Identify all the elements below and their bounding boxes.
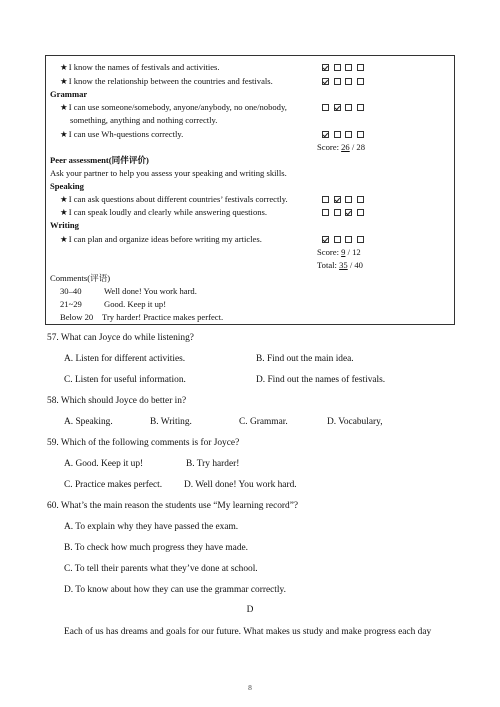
section-heading: Writing bbox=[50, 220, 79, 230]
checkbox-icon bbox=[357, 196, 364, 203]
checkbox-icon bbox=[345, 104, 352, 111]
question-59-option-a: A. Good. Keep it up! bbox=[64, 459, 144, 469]
checked-checkbox-icon bbox=[322, 131, 329, 138]
total-max: / 40 bbox=[349, 260, 363, 270]
question-58-option-a: A. Speaking. bbox=[64, 417, 113, 427]
learning-record-table bbox=[45, 55, 455, 325]
checkbox-icon bbox=[322, 196, 329, 203]
question-59-option-d: D. Well done! You work hard. bbox=[184, 480, 297, 490]
rating-checkboxes bbox=[322, 62, 368, 73]
question-58-option-c: C. Grammar. bbox=[239, 417, 288, 427]
checkbox-icon bbox=[357, 131, 364, 138]
checkbox-icon bbox=[345, 236, 352, 243]
checkbox-icon bbox=[334, 78, 341, 85]
score-total-line bbox=[317, 260, 363, 271]
checked-checkbox-icon bbox=[334, 196, 341, 203]
question-57-option-a: A. Listen for different activities. bbox=[64, 354, 186, 364]
page-number: 8 bbox=[248, 683, 252, 692]
score-total: / 12 bbox=[347, 247, 361, 257]
section-heading: Grammar bbox=[50, 89, 88, 99]
checkbox-icon bbox=[357, 209, 364, 216]
record-item: ★ I can speak loudly and clearly while answering questions. bbox=[60, 207, 267, 218]
checkbox-icon bbox=[334, 131, 341, 138]
checkbox-icon bbox=[345, 78, 352, 85]
record-item: ★ I can use Wh-questions correctly. bbox=[60, 129, 183, 140]
record-item-continued: something, anything and nothing correctly. bbox=[70, 115, 218, 125]
total-value: 35 bbox=[339, 260, 348, 270]
question-60-option-c: C. To tell their parents what they’ve done at school. bbox=[64, 564, 258, 574]
question-57-stem: 57. What can Joyce do while listening? bbox=[47, 333, 194, 343]
score-label: Score: bbox=[317, 247, 339, 257]
question-60-option-a: A. To explain why they have passed the exam. bbox=[64, 522, 239, 532]
score-label: Score: bbox=[317, 142, 339, 152]
checkbox-icon bbox=[345, 196, 352, 203]
record-item: ★ I can plan and organize ideas before writing my articles. bbox=[60, 234, 262, 245]
record-item: ★ I know the names of festivals and activities. bbox=[60, 62, 220, 73]
comment-range: 21~29 bbox=[60, 299, 82, 309]
checked-checkbox-icon bbox=[322, 64, 329, 71]
score-self bbox=[317, 142, 365, 153]
rating-checkboxes bbox=[322, 76, 368, 87]
checkbox-icon bbox=[334, 64, 341, 71]
record-item: ★ I can ask questions about different countries’ festivals correctly. bbox=[60, 194, 288, 205]
question-59-stem: 59. Which of the following comments is for Joyce? bbox=[47, 438, 240, 448]
score-value: 9 bbox=[341, 247, 346, 257]
checked-checkbox-icon bbox=[334, 104, 341, 111]
comment-text: Good. Keep it up! bbox=[104, 299, 167, 309]
rating-checkboxes bbox=[322, 234, 368, 245]
question-57-option-b: B. Find out the main idea. bbox=[256, 354, 354, 364]
comment-range: 30–40 bbox=[60, 286, 82, 296]
question-57-option-c: C. Listen for useful information. bbox=[64, 375, 186, 385]
score-total: / 28 bbox=[351, 142, 366, 152]
passage-first-line: Each of us has dreams and goals for our future. What makes us study and make progress each day bbox=[64, 627, 432, 637]
question-57-option-d: D. Find out the names of festivals. bbox=[256, 375, 386, 385]
question-59-option-b: B. Try harder! bbox=[186, 459, 240, 469]
section-letter: D bbox=[246, 605, 254, 615]
peer-assessment-instruction: Ask your partner to help you assess your speaking and writing skills. bbox=[50, 168, 287, 178]
total-label: Total: bbox=[317, 260, 337, 270]
question-60-stem: 60. What’s the main reason the students use “My learning record”? bbox=[47, 501, 299, 511]
comment-text: Try harder! Practice makes perfect. bbox=[102, 312, 224, 322]
checkbox-icon bbox=[322, 104, 329, 111]
checkbox-icon bbox=[334, 236, 341, 243]
rating-checkboxes bbox=[322, 102, 368, 113]
rating-checkboxes bbox=[322, 129, 368, 140]
checkbox-icon bbox=[322, 209, 329, 216]
record-item: ★ I can use someone/somebody, anyone/anybody, no one/nobody, bbox=[60, 102, 287, 113]
checked-checkbox-icon bbox=[322, 78, 329, 85]
peer-assessment-title: Peer assessment(同伴评价) bbox=[50, 155, 149, 165]
record-item: ★ I know the relationship between the countries and festivals. bbox=[60, 76, 273, 87]
score-value: 26 bbox=[341, 142, 350, 152]
question-58-option-b: B. Writing. bbox=[150, 417, 192, 427]
question-60-option-d: D. To know about how they can use the grammar correctly. bbox=[64, 585, 286, 595]
comment-text: Well done! You work hard. bbox=[104, 286, 197, 296]
comments-title: Comments(评语) bbox=[50, 273, 111, 283]
checkbox-icon bbox=[357, 64, 364, 71]
question-59-option-c: C. Practice makes perfect. bbox=[64, 480, 163, 490]
question-58-option-d: D. Vocabulary, bbox=[327, 417, 383, 427]
section-heading: Speaking bbox=[50, 181, 84, 191]
checkbox-icon bbox=[357, 104, 364, 111]
checkbox-icon bbox=[357, 78, 364, 85]
checkbox-icon bbox=[357, 236, 364, 243]
question-58-stem: 58. Which should Joyce do better in? bbox=[47, 396, 187, 406]
question-60-option-b: B. To check how much progress they have made. bbox=[64, 543, 249, 553]
rating-checkboxes bbox=[322, 207, 368, 218]
score-peer bbox=[317, 247, 361, 258]
rating-checkboxes bbox=[322, 194, 368, 205]
checked-checkbox-icon bbox=[322, 236, 329, 243]
checkbox-icon bbox=[334, 209, 341, 216]
checkbox-icon bbox=[345, 64, 352, 71]
checked-checkbox-icon bbox=[345, 209, 352, 216]
comment-range: Below 20 bbox=[60, 312, 94, 322]
checkbox-icon bbox=[345, 131, 352, 138]
